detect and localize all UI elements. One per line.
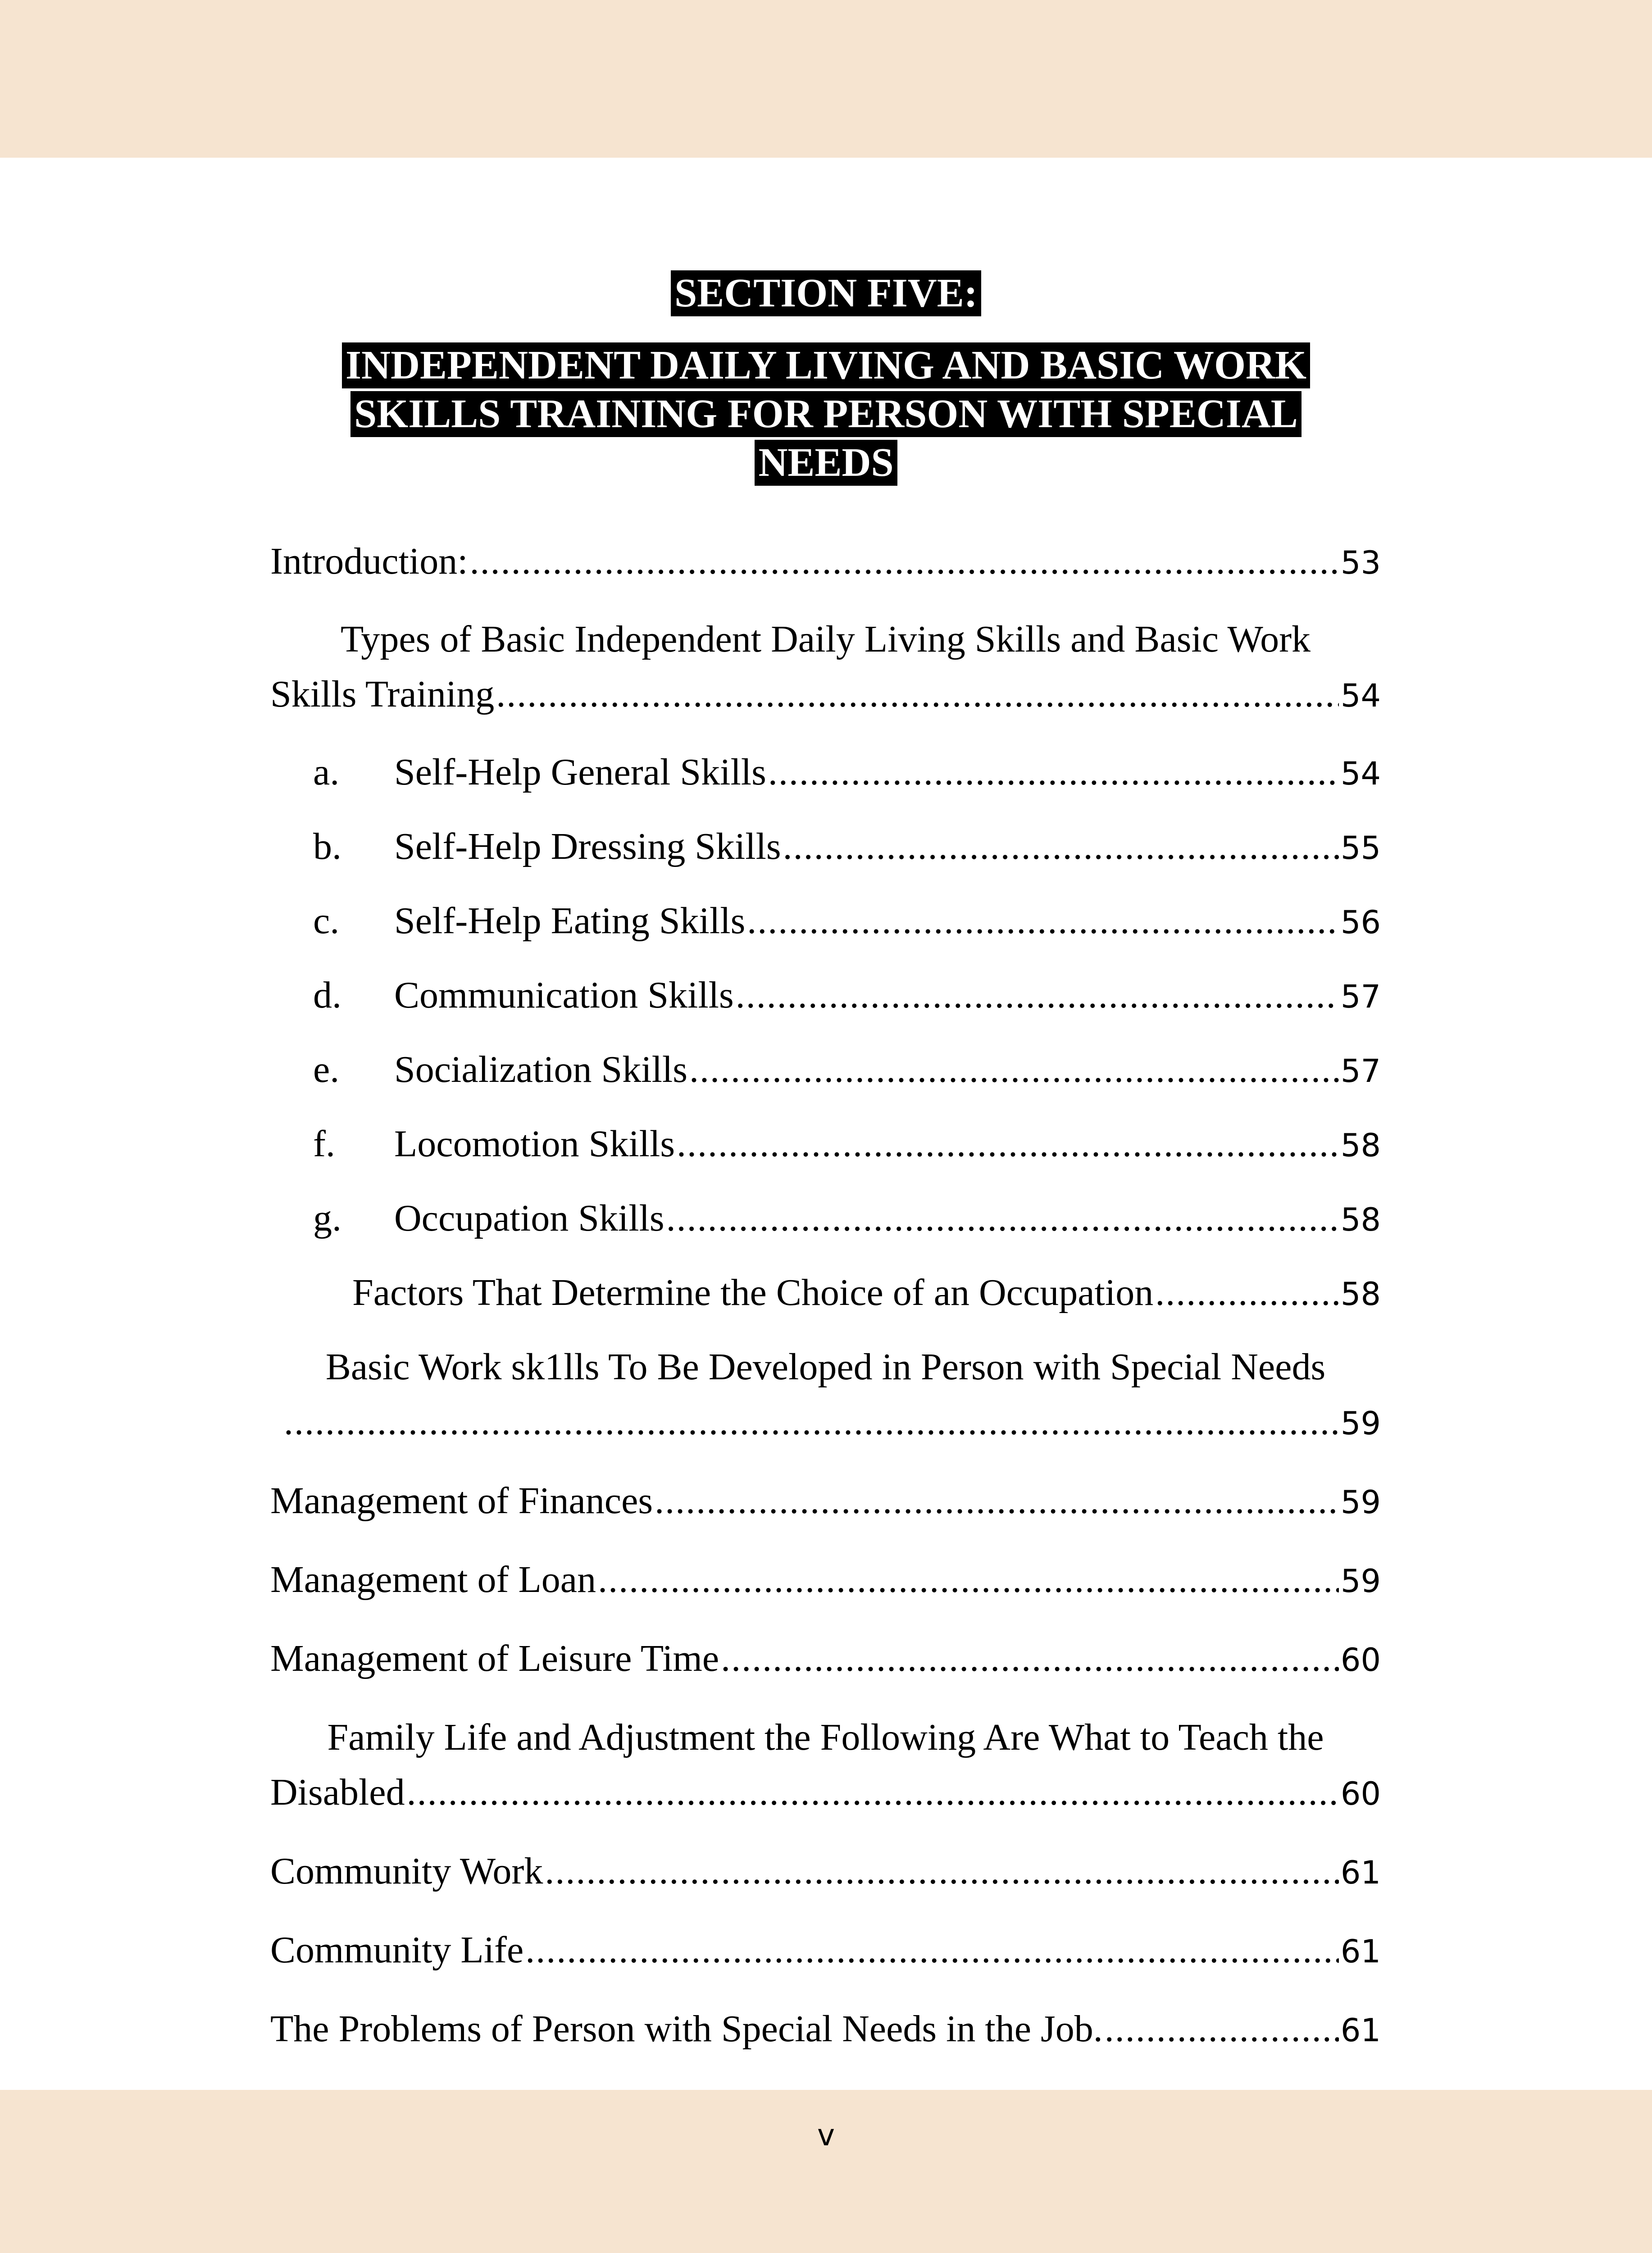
toc-item-letter: b. [313, 825, 341, 867]
toc-entry-factors[interactable] [270, 1265, 1381, 1322]
toc-page-number: 57 [1340, 978, 1381, 1015]
section-subtitle-line-1: INDEPENDENT DAILY LIVING AND BASIC WORK [342, 342, 1310, 388]
section-subtitle-line-2: SKILLS TRAINING FOR PERSON WITH SPECIAL [350, 391, 1302, 437]
toc-page-number: 54 [1340, 755, 1381, 792]
toc-item-letter: e. [313, 1049, 340, 1090]
toc-leader [721, 1631, 1339, 1686]
toc-leader [768, 745, 1339, 800]
toc-entry-self-help-dressing[interactable] [270, 819, 1381, 876]
toc-leader [783, 819, 1339, 874]
toc-leader [598, 1552, 1339, 1607]
section-heading [0, 270, 1652, 486]
toc-leader [545, 1844, 1339, 1899]
page-number-footer: v [817, 2118, 835, 2153]
toc-leader [677, 1117, 1339, 1172]
toc-page-number: 55 [1340, 830, 1381, 867]
toc-entry-basic-work-skills[interactable] [270, 1340, 1381, 1451]
toc-entry-community-work[interactable] [270, 1844, 1381, 1900]
toc-entry-title-line-2: Skills Training [270, 673, 495, 715]
toc-entry-loan[interactable] [270, 1552, 1381, 1609]
toc-item-letter: a. [313, 751, 340, 793]
toc-entry-title: Community Work [270, 1850, 543, 1892]
toc-entry-occupation[interactable] [270, 1191, 1381, 1247]
toc-entry-title: Socialization Skills [394, 1049, 687, 1090]
toc-page-number: 59 [1340, 1563, 1381, 1600]
top-band [0, 0, 1652, 158]
toc-page-number: 58 [1340, 1201, 1381, 1238]
toc-page-number: 54 [1340, 677, 1381, 714]
toc-page-number: 59 [1340, 1484, 1381, 1521]
toc-page-number: 57 [1340, 1053, 1381, 1090]
toc-page-number: 61 [1340, 1933, 1381, 1970]
toc-page-number: 61 [1340, 2012, 1381, 2049]
toc-entry-family-life[interactable] [270, 1710, 1381, 1821]
toc-entry-title-line-1: Types of Basic Independent Daily Living Skills and Basic Work [340, 618, 1311, 660]
toc-entry-title: Management of Finances [270, 1480, 653, 1522]
toc-entry-finances[interactable] [270, 1473, 1381, 1530]
section-title: SECTION FIVE: [671, 270, 981, 316]
toc-entry-self-help-eating[interactable] [270, 894, 1381, 950]
toc-item-letter: c. [313, 900, 340, 942]
toc-entry-socialization[interactable] [270, 1042, 1381, 1099]
toc-entry-title: Locomotion Skills [394, 1123, 675, 1165]
toc-item-letter: g. [313, 1197, 341, 1239]
toc-leader [470, 534, 1339, 589]
toc-leader [284, 1395, 1339, 1450]
toc-page-number: 61 [1340, 1854, 1381, 1891]
toc-entry-title: Self-Help General Skills [394, 751, 766, 793]
toc-leader [689, 1042, 1339, 1097]
toc-leader [736, 968, 1339, 1023]
toc-page-number: 58 [1340, 1127, 1381, 1164]
toc-entry-title: Self-Help Dressing Skills [394, 825, 781, 867]
toc-entry-leisure[interactable] [270, 1631, 1381, 1687]
table-of-contents [270, 534, 1381, 2058]
toc-page-number: 60 [1340, 1775, 1381, 1812]
toc-entry-title: Communication Skills [394, 974, 734, 1016]
toc-item-letter: d. [313, 974, 341, 1016]
toc-entry-locomotion[interactable] [270, 1117, 1381, 1173]
toc-entry-community-life[interactable] [270, 1923, 1381, 1979]
toc-entry-self-help-general[interactable] [270, 745, 1381, 801]
toc-entry-title: Occupation Skills [394, 1197, 664, 1239]
toc-entry-title: Factors That Determine the Choice of an Occupation [352, 1272, 1154, 1313]
toc-page-number: 56 [1340, 904, 1381, 941]
toc-entry-title: Introduction: [270, 540, 468, 582]
toc-entry-title-line-1: Basic Work sk1lls To Be Developed in Person with Special Needs [325, 1346, 1326, 1388]
toc-leader [407, 1765, 1339, 1820]
toc-entry-introduction[interactable] [270, 534, 1381, 590]
toc-item-letter: f. [313, 1123, 335, 1165]
toc-leader [666, 1191, 1339, 1246]
toc-leader [496, 667, 1339, 722]
toc-page-number: 59 [1340, 1405, 1381, 1442]
toc-page-number: 60 [1340, 1642, 1381, 1678]
toc-entry-title-line-1: Family Life and Adjustment the Following Are What to Teach the [327, 1716, 1324, 1758]
toc-entry-title: Management of Leisure Time [270, 1637, 719, 1679]
toc-leader [655, 1473, 1339, 1528]
toc-leader [525, 1923, 1339, 1978]
toc-entry-problems[interactable] [270, 2002, 1381, 2058]
toc-entry-title: Self-Help Eating Skills [394, 900, 746, 942]
toc-leader [1155, 1265, 1339, 1320]
toc-page-number: 58 [1340, 1276, 1381, 1313]
toc-entry-title: Community Life [270, 1929, 524, 1971]
toc-entry-title: Management of Loan [270, 1559, 596, 1601]
toc-page-number: 53 [1340, 544, 1381, 581]
section-subtitle-line-3: NEEDS [755, 440, 897, 486]
toc-leader [747, 894, 1339, 949]
bottom-band [0, 2090, 1652, 2253]
toc-entry-title: The Problems of Person with Special Needs in the Job. [270, 2008, 1103, 2050]
toc-entry-title-line-2: Disabled [270, 1771, 405, 1813]
toc-entry-types-of-skills[interactable] [270, 612, 1381, 723]
toc-leader [1105, 2002, 1339, 2057]
toc-entry-communication[interactable] [270, 968, 1381, 1024]
